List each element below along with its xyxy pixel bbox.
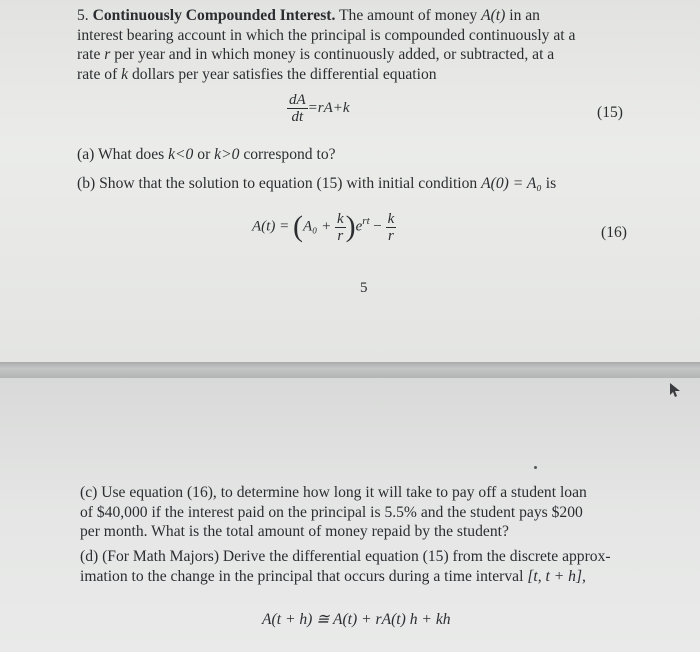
- approximation-equation: A(t + h) ≅ A(t) + rA(t) h + kh: [262, 611, 451, 628]
- part-b: (b) Show that the solution to equation (15) with initial condition A(0) = A₀ is: [77, 175, 557, 192]
- page-divider: [0, 362, 700, 378]
- derivative-fraction: $\frac{dA}{dt}$: [289, 92, 306, 125]
- problem-line-3: rate r per year and in which money is continuously added, or subtracted, at a: [77, 46, 555, 63]
- problem-line-1: 5. Continuously Compounded Interest. The amount of money A(t) in an: [77, 7, 540, 24]
- cursor-arrow-icon: [668, 382, 682, 398]
- equation-15-tag: (15): [597, 104, 623, 121]
- equation-15: [287, 92, 350, 125]
- problem-line-4: rate of k dollars per year satisfies the differential equation: [77, 65, 437, 83]
- ink-dot: [534, 466, 537, 469]
- problem-line-2: interest bearing account in which the principal is compounded continuously at a: [77, 26, 576, 44]
- part-c: (c) Use equation (16), to determine how long it will take to pay off a student loan of $40,000 if the interest paid on the principal is 5.5% and the student pays $200 per month. What is the total amount of money repaid by the student?: [80, 484, 587, 540]
- equation-15-rhs: =rA+k: [307, 100, 350, 116]
- part-d: (d) (For Math Majors) Derive the differential equation (15) from the discrete approx- imation to the change in the principal that occurs during a time interval [t, t + h],: [80, 548, 611, 585]
- equation-16-tag: (16): [601, 224, 627, 241]
- problem-statement: [77, 6, 637, 84]
- part-a: (a) What does k<0 or k>0 correspond to?: [77, 146, 336, 163]
- page-number: 5: [360, 280, 368, 296]
- equation-16: A(t) = (A₀ + $\frac{k}{r}$ )$e^{rt}$ − $\frac{k}{r}$: [252, 210, 395, 244]
- problem-title: Continuously Compounded Interest.: [92, 7, 336, 24]
